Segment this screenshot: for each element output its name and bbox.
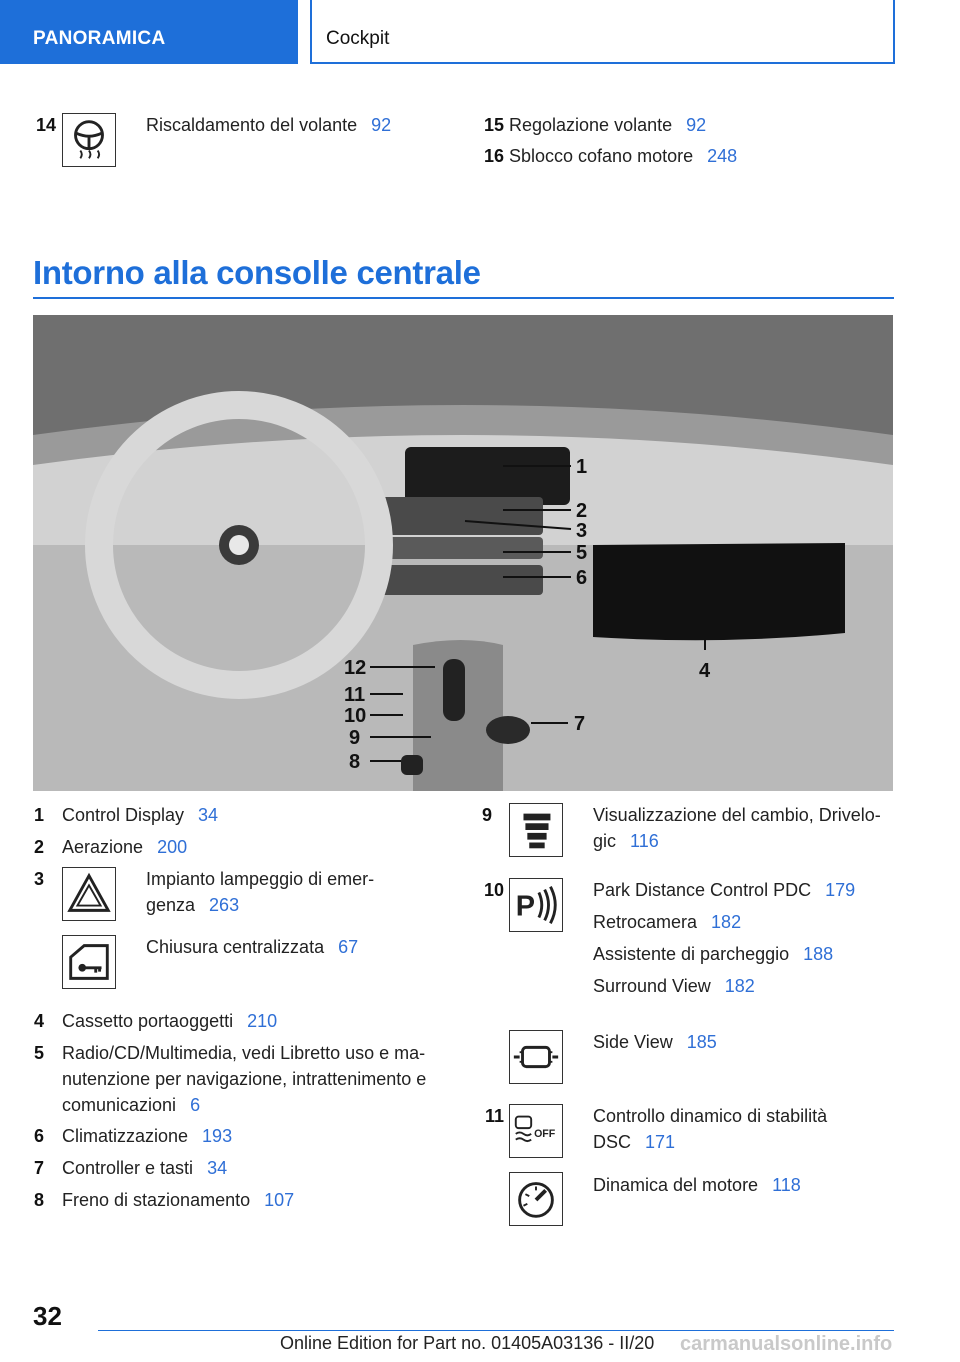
item-number-16: 16	[483, 146, 504, 166]
item-11-line1: Controllo dinamico di stabilità	[593, 1106, 828, 1126]
page-link-116[interactable]: 116	[630, 831, 659, 851]
item-10-label-3: Assistente di parcheggio	[593, 944, 790, 964]
item-9-line2: gic	[593, 831, 617, 851]
page-link-179[interactable]: 179	[825, 880, 856, 900]
item-16-label: Sblocco cofano motore	[509, 146, 694, 166]
page-link-92b[interactable]: 92	[686, 115, 707, 135]
footer-divider	[98, 1330, 894, 1331]
page-link-193[interactable]: 193	[202, 1126, 233, 1146]
heated-steering-wheel-icon	[62, 113, 116, 167]
item-number-5: 5	[33, 1043, 44, 1063]
callout-6: 6	[576, 567, 588, 589]
section-divider	[33, 297, 894, 299]
item-10b-text	[593, 1029, 717, 1055]
section-tab[interactable]: PANORAMICA	[0, 0, 298, 64]
item-1-label: Control Display	[62, 805, 185, 825]
item-15-text	[509, 112, 706, 138]
item-number-15: 15	[483, 115, 504, 135]
page-link-171[interactable]: 171	[645, 1132, 676, 1152]
page-link-107[interactable]: 107	[264, 1190, 295, 1210]
drivelogic-icon	[509, 803, 563, 857]
callout-11: 11	[344, 684, 366, 706]
callout-9: 9	[349, 727, 361, 749]
edition-footer: Online Edition for Part no. 01405A03136 - II/20	[280, 1333, 655, 1353]
item-11b-text	[593, 1172, 801, 1198]
item-3b-label: Chiusura centralizzata	[146, 937, 325, 957]
item-11-line2: DSC	[593, 1132, 632, 1152]
item-number-4: 4	[33, 1011, 44, 1031]
item-number-2: 2	[33, 837, 44, 857]
dsc-off-icon	[509, 1104, 563, 1158]
item-number-10: 10	[483, 880, 504, 900]
item-6-text	[62, 1123, 232, 1149]
side-view-icon	[509, 1030, 563, 1084]
item-number-6: 6	[33, 1126, 44, 1146]
page-link-248[interactable]: 248	[707, 146, 738, 166]
dsc-off-text: OFF	[534, 1127, 556, 1140]
page-link-185[interactable]: 185	[686, 1032, 717, 1052]
item-11-text	[593, 1103, 827, 1155]
item-number-7: 7	[33, 1158, 44, 1178]
item-10b-label: Side View	[593, 1032, 673, 1052]
item-8-label: Freno di stazionamento	[62, 1190, 251, 1210]
page-link-200[interactable]: 200	[157, 837, 188, 857]
item-9-text	[593, 802, 881, 854]
item-number-14: 14	[35, 115, 56, 135]
item-14-text	[146, 112, 391, 138]
item-16-text	[509, 143, 737, 169]
page-link-182b[interactable]: 182	[724, 976, 755, 996]
item-5-line1: Radio/CD/Multimedia, vedi Libretto uso e ma-	[62, 1043, 426, 1063]
page-link-263[interactable]: 263	[209, 895, 240, 915]
watermark: carmanualsonline.info	[680, 1333, 893, 1355]
section-title: Intorno alla consolle centrale	[33, 254, 481, 291]
item-8-text	[62, 1187, 294, 1213]
central-locking-icon	[62, 935, 116, 989]
chapter-tab[interactable]: Cockpit	[310, 0, 895, 64]
item-14-label: Riscaldamento del volante	[146, 115, 358, 135]
page-link-188[interactable]: 188	[803, 944, 834, 964]
park-distance-control-icon	[509, 878, 563, 932]
page-link-6[interactable]: 6	[190, 1095, 201, 1115]
callout-10: 10	[344, 705, 367, 727]
item-7-text	[62, 1155, 227, 1181]
item-3b-text	[146, 934, 358, 960]
callout-1: 1	[576, 456, 588, 478]
item-4-label: Cassetto portaoggetti	[62, 1011, 234, 1031]
item-2-label: Aerazione	[62, 837, 144, 857]
callout-5: 5	[576, 542, 588, 564]
callout-7: 7	[574, 713, 586, 735]
item-number-9: 9	[481, 805, 492, 825]
item-3-text	[146, 866, 374, 918]
callout-8: 8	[349, 751, 361, 773]
page-link-210[interactable]: 210	[247, 1011, 278, 1031]
callout-12: 12	[344, 657, 367, 679]
page-link-67[interactable]: 67	[338, 937, 359, 957]
item-5-line2: nutenzione per navigazione, intrattenimento e	[62, 1069, 427, 1089]
callout-3: 3	[576, 520, 588, 542]
item-number-11: 11	[484, 1106, 504, 1126]
item-15-label: Regolazione volante	[509, 115, 673, 135]
item-number-1: 1	[33, 805, 44, 825]
item-3-line2: genza	[146, 895, 196, 915]
item-10-label-4: Surround View	[593, 976, 711, 996]
cockpit-illustration	[33, 315, 893, 791]
item-3-line1: Impianto lampeggio di emer-	[146, 869, 375, 889]
page-link-34b[interactable]: 34	[207, 1158, 228, 1178]
item-4-text	[62, 1008, 277, 1034]
item-10-label-1: Park Distance Control PDC	[593, 880, 812, 900]
page-link-118[interactable]: 118	[772, 1175, 801, 1195]
item-5-text	[62, 1040, 426, 1118]
item-number-3: 3	[33, 869, 44, 889]
page-link-182[interactable]: 182	[711, 912, 742, 932]
svg-text:P: P	[515, 890, 536, 923]
engine-dynamics-icon	[509, 1172, 563, 1226]
item-9-line1: Visualizzazione del cambio, Drivelo-	[593, 805, 881, 825]
page-link-34[interactable]: 34	[198, 805, 219, 825]
item-10-text	[593, 877, 855, 999]
item-7-label: Controller e tasti	[62, 1158, 194, 1178]
page-link-92[interactable]: 92	[371, 115, 392, 135]
page-number: 32	[33, 1301, 62, 1331]
item-number-8: 8	[33, 1190, 44, 1210]
item-5-line3: comunicazioni	[62, 1095, 177, 1115]
item-1-text	[62, 802, 218, 828]
item-6-label: Climatizzazione	[62, 1126, 189, 1146]
item-2-text	[62, 834, 187, 860]
callout-4: 4	[699, 660, 711, 682]
callout-2: 2	[576, 500, 588, 522]
item-10-label-2: Retrocamera	[593, 912, 698, 932]
item-11b-label: Dinamica del motore	[593, 1175, 759, 1195]
hazard-warning-icon	[62, 867, 116, 921]
